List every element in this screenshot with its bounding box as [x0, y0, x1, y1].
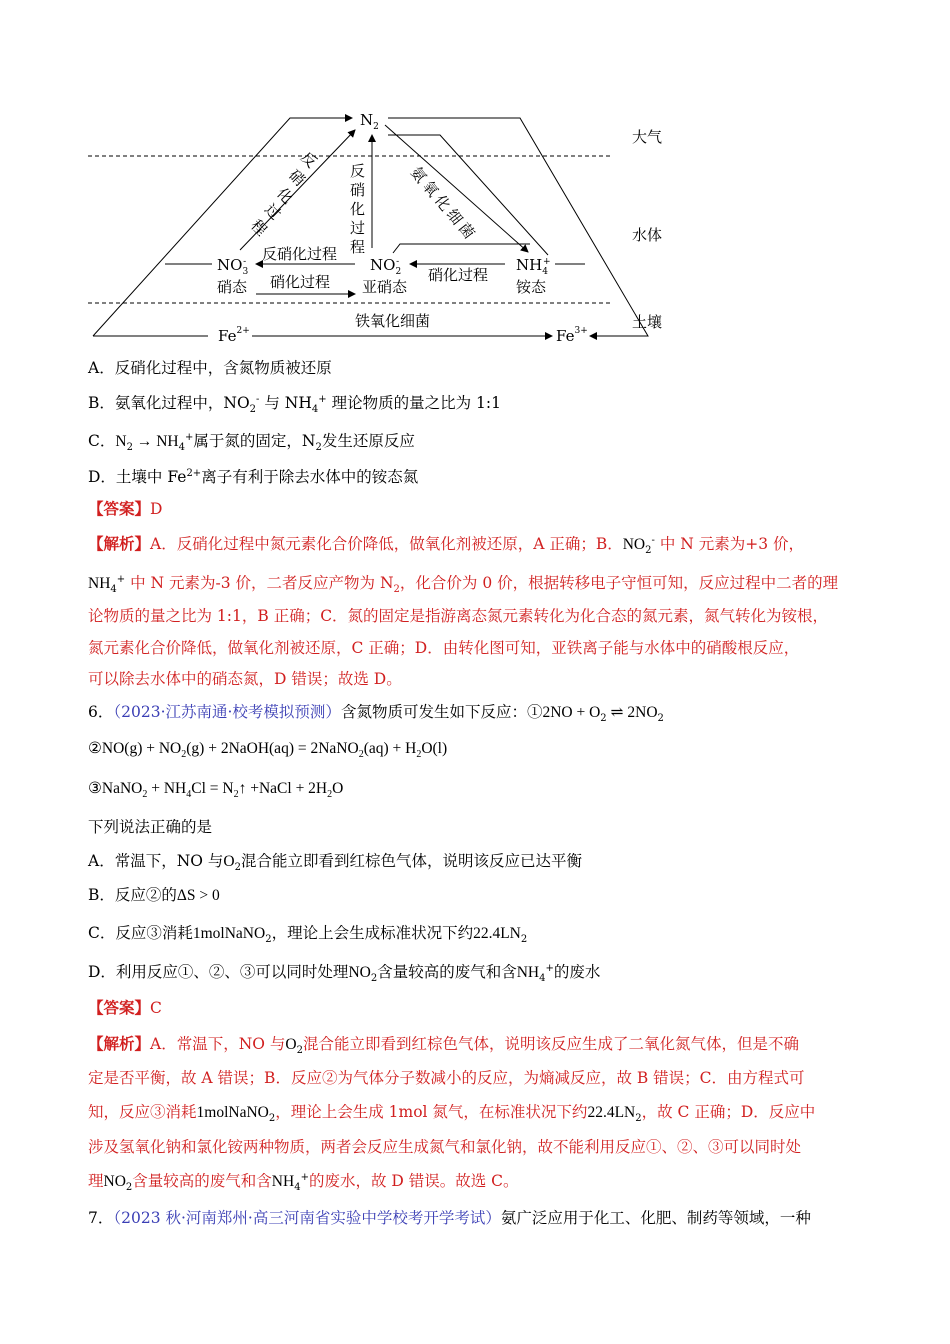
q6-option-b: B．反应②的ΔS > 0 — [88, 886, 220, 904]
q5-option-a: A．反硝化过程中，含氮物质被还原 — [88, 359, 332, 377]
svg-text:菌: 菌 — [454, 219, 479, 243]
q6-analysis-line-4: 涉及氢氧化钠和氯化铵两种物质，两者会反应生成氮气和氯化钠，故不能利用反应①、②、③可以同时处 — [88, 1138, 802, 1156]
q5-option-c: C．$N_2 \to NH_4^+$属于氮的固定，$N_2$发生还原反应 — [88, 431, 415, 454]
denitrification-upper-label: 反硝化过程 — [262, 245, 338, 263]
arrow-nh4-to-no2-upper — [393, 244, 530, 253]
svg-text:化: 化 — [430, 191, 455, 215]
no3-label: $NO_3-$ — [217, 256, 249, 277]
q5-analysis-line-5: 可以除去水体中的硝态氮，D 错误；故选 D。 — [88, 670, 402, 688]
q6-option-c: C．反应③消耗1molNaNO$_2$，理论上会生成标准状况下约$22.4LN_2$ — [88, 924, 528, 946]
no2-label: $NO_2-$ — [370, 256, 402, 277]
svg-text:程: 程 — [247, 216, 271, 240]
nh4-label: $NH_4+$ — [516, 256, 551, 277]
q6-analysis-line-3: 知，反应③消耗1molNaNO$_2$，理论上会生成 1mol 氮气，在标准状况下约$22.4LN_2$，故 C 正确；D．反应中 — [88, 1103, 816, 1125]
q5-option-b: B．氨氧化过程中，$NO_2^-$ 与 $NH_4^+$ 理论物质的量之比为 1:1 — [88, 393, 501, 416]
q5-analysis-line-2: $NH_4^+$ 中 N 元素为-3 价，二者反应产物为 $N_2$，化合价为 0 价，根据转移电子守恒可知，反应过程中二者的理 — [88, 573, 839, 596]
diag-left-label-5 — [247, 216, 270, 239]
svg-text:过: 过 — [261, 200, 285, 224]
zone-soil-label: 土壤 — [632, 313, 663, 331]
no2-state-label: 亚硝态 — [362, 278, 408, 296]
svg-text:化: 化 — [273, 184, 297, 208]
q6-answer: 【答案】C — [88, 998, 162, 1017]
diag-mid-char-3: 化 — [350, 200, 366, 218]
svg-text:硝: 硝 — [285, 166, 309, 190]
q6-option-a: A．常温下，NO 与$O_2$混合能立即看到红棕色气体，说明该反应已达平衡 — [88, 852, 582, 874]
arrow-n2-to-nh4 — [385, 125, 528, 252]
svg-text:氨: 氨 — [406, 163, 431, 187]
q7-stem: 7．（2023 秋·河南郑州·高三河南省实验中学校考开学考试）氨广泛应用于化工、化肥、制药等领域，一种 — [88, 1209, 811, 1227]
iron-bacteria-label: 铁氧化细菌 — [355, 312, 431, 330]
n2-label: $N_2$ — [360, 111, 379, 132]
nh4-state-label: 铵态 — [516, 278, 547, 296]
q6-reaction-2: ②NO(g) + $NO_2(g)$ + 2NaOH(aq) = 2NaNO$_2$(aq) + $H_2O(l)$ — [88, 740, 448, 761]
q6-analysis-line-5: 理$NO_2$含量较高的废气和含$NH_4^+$的废水，故 D 错误。故选 C。 — [88, 1171, 519, 1194]
q6-option-d: D．利用反应①、②、③可以同时处理$NO_2$含量较高的废气和含$NH_4^+$的废水 — [88, 962, 601, 985]
diag-mid-char-5: 程 — [350, 238, 366, 256]
svg-text:细: 细 — [442, 205, 467, 229]
fe2-label: $Fe^{2+}$ — [218, 326, 250, 345]
q5-answer: 【答案】D — [88, 499, 163, 518]
q6-analysis-line-2: 定是否平衡，故 A 错误；B．反应②为气体分子数减小的反应，为熵减反应，故 B 错误；C．由方程式可 — [88, 1069, 805, 1087]
nitrogen-cycle-diagram — [0, 0, 950, 350]
nitrification-right-label: 硝化过程 — [428, 266, 489, 284]
diag-mid-char-2: 硝 — [350, 181, 366, 199]
svg-text:反: 反 — [297, 148, 321, 172]
q5-analysis-line-3: 论物质的量之比为 1:1，B 正确；C．氮的固定是指游离态氮元素转化为化合态的氮元素，氮气转化为铵根， — [88, 607, 829, 625]
q6-question: 下列说法正确的是 — [88, 818, 213, 836]
diag-mid-char-1: 反 — [350, 162, 366, 180]
nitrification-lower-label: 硝化过程 — [270, 273, 331, 291]
fe3-label: $Fe^{3+}$ — [556, 326, 588, 345]
svg-text:氧: 氧 — [418, 177, 443, 201]
q5-option-d: D．土壤中 $Fe^{2+}$离子有利于除去水体中的铵态氮 — [88, 467, 419, 486]
q6-analysis-line-1: 【解析】A．常温下，NO 与$O_2$混合能立即看到红棕色气体，说明该反应生成了二氧化氮气体，但是不确 — [88, 1034, 800, 1057]
q6-reaction-3: ③NaNO$_2$ + $NH_4Cl$ = $N_2↑$ +NaCl + $2H_2O$ — [88, 780, 344, 801]
diag-mid-char-4: 过 — [350, 219, 366, 237]
no3-state-label: 硝态 — [217, 278, 248, 296]
q5-analysis-line-1: 【解析】A．反硝化过程中氮元素化合价降低，做氧化剂被还原，A 正确；B．$NO_2^-$ 中 N 元素为+3 价， — [88, 534, 805, 557]
q6-stem: 6．（2023·江苏南通·校考模拟预测）含氮物质可发生如下反应：①2NO + $O_2$ ⇌ $2NO_2$ — [88, 703, 664, 725]
zone-air-label: 大气 — [632, 128, 663, 146]
zone-water-label: 水体 — [632, 226, 663, 244]
q5-analysis-line-4: 氮元素化合价降低，做氧化剂被还原，C 正确；D．由转化图可知，亚铁离子能与水体中的硝酸根反应， — [88, 639, 800, 657]
